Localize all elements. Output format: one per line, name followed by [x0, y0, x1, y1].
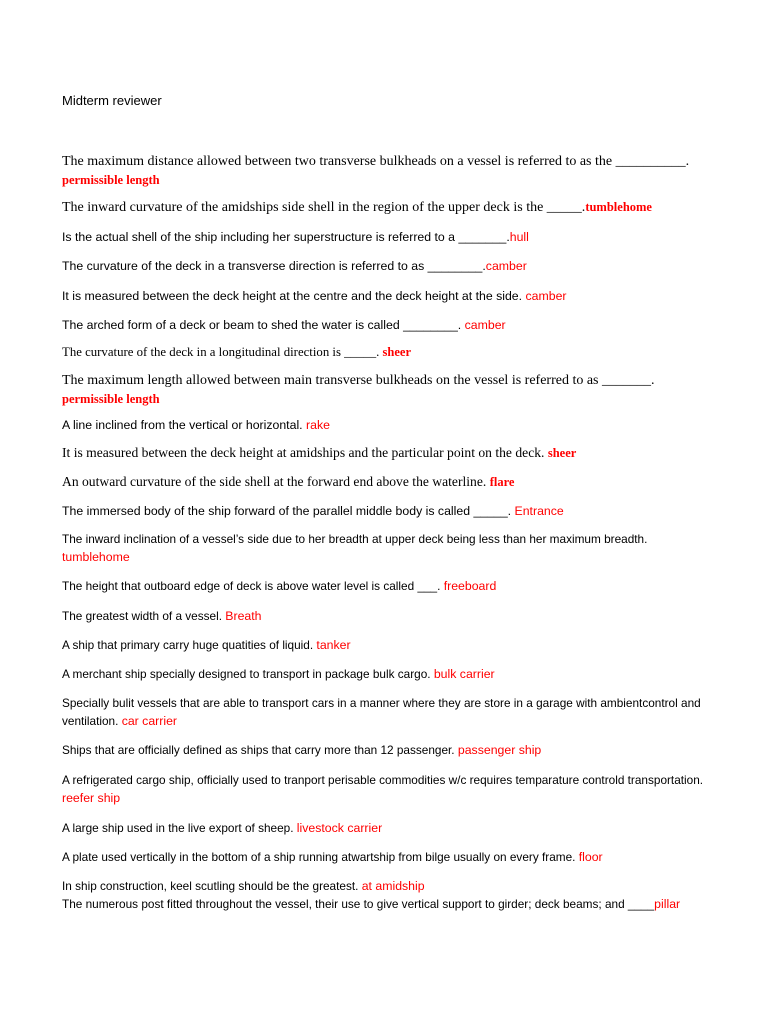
question-item — [62, 848, 712, 866]
question-item — [62, 607, 712, 625]
answer-text: passenger ship — [457, 743, 542, 757]
question-text: Is the actual shell of the ship including her superstructure is referred to a _______. — [62, 230, 510, 244]
answer-text: sheer — [547, 446, 577, 460]
question-text: Ships that are officially defined as ships that carry more than 12 passenger. — [62, 743, 455, 757]
question-text: The numerous post fitted throughout the vessel, their use to give vertical support to girder; deck beams; and ____ — [62, 897, 655, 911]
question-text: The greatest width of a vessel. — [62, 609, 222, 623]
question-item — [62, 771, 712, 807]
question-item — [62, 228, 712, 246]
question-text: A ship that primary carry huge quatities of liquid. — [62, 638, 314, 652]
question-text: Specially bulit vessels that are able to transport cars in a manner where they are store in a garage with ambientcontrol and ventilation. — [62, 696, 701, 728]
answer-text: pillar — [654, 897, 681, 911]
question-item — [62, 895, 712, 913]
question-item — [62, 577, 712, 595]
question-item — [62, 198, 712, 217]
question-item — [62, 694, 712, 730]
question-item — [62, 371, 712, 409]
question-text: The arched form of a deck or beam to shed the water is called ________. — [62, 318, 462, 332]
question-text: The inward curvature of the amidships side shell in the region of the upper deck is the _____. — [62, 200, 586, 215]
answer-text: Entrance — [514, 504, 564, 518]
answer-text: car carrier — [121, 714, 178, 728]
question-item — [62, 343, 712, 362]
question-text: The maximum distance allowed between two transverse bulkheads on a vessel is referred to as the __________. — [62, 154, 690, 169]
answer-text: tumblehome — [585, 200, 652, 214]
answer-text: bulk carrier — [433, 667, 495, 681]
answer-text: permissible length — [62, 173, 160, 187]
answer-text: camber — [525, 289, 567, 303]
question-text: The immersed body of the ship forward of the parallel middle body is called _____. — [62, 504, 512, 518]
question-text: In ship construction, keel scutling should be the greatest. — [62, 879, 359, 893]
document-title: Midterm reviewer — [62, 93, 162, 108]
answer-text: reefer ship — [62, 791, 121, 805]
question-item — [62, 636, 712, 654]
question-text: It is measured between the deck height at amidships and the particular point on the deck. — [62, 445, 545, 460]
question-text: A merchant ship specially designed to transport in package bulk cargo. — [62, 667, 431, 681]
question-text: It is measured between the deck height at the centre and the deck height at the side. — [62, 289, 523, 303]
answer-text: freeboard — [443, 579, 497, 593]
question-item — [62, 741, 712, 759]
question-item — [62, 530, 712, 566]
question-item — [62, 877, 712, 895]
question-item — [62, 152, 712, 190]
question-item — [62, 316, 712, 334]
answer-text: at amidship — [361, 879, 425, 893]
answer-text: hull — [509, 230, 529, 244]
answer-text: floor — [578, 850, 603, 864]
question-text: The height that outboard edge of deck is above water level is called ___. — [62, 579, 441, 593]
question-item — [62, 665, 712, 683]
question-text: The curvature of the deck in a transverse direction is referred to as ________. — [62, 259, 486, 273]
answer-text: tanker — [316, 638, 351, 652]
question-text: The maximum length allowed between main transverse bulkheads on the vessel is referred to as _______. — [62, 373, 655, 388]
answer-text: sheer — [382, 345, 412, 359]
question-item — [62, 416, 712, 434]
answer-text: rake — [306, 418, 330, 432]
answer-text: camber — [464, 318, 506, 332]
question-text: A refrigerated cargo ship, officially used to tranport perisable commodities w/c requires temparature controld transportation. — [62, 773, 704, 787]
answer-text: livestock carrier — [296, 821, 383, 835]
question-text: The curvature of the deck in a longitudinal direction is _____. — [62, 345, 380, 359]
question-text: A line inclined from the vertical or horizontal. — [62, 418, 303, 432]
question-item — [62, 472, 712, 492]
question-item — [62, 819, 712, 837]
answer-text: camber — [485, 259, 527, 273]
question-text: An outward curvature of the side shell at the forward end above the waterline. — [62, 474, 487, 489]
question-item — [62, 287, 712, 305]
answer-text: tumblehome — [62, 550, 130, 564]
answer-text: permissible length — [62, 392, 160, 406]
answer-text: flare — [489, 475, 515, 489]
question-text: A large ship used in the live export of sheep. — [62, 821, 294, 835]
question-item — [62, 443, 712, 463]
answer-text: Breath — [225, 609, 262, 623]
question-item — [62, 502, 712, 520]
question-text: The inward inclination of a vessel’s side due to her breadth at upper deck being less than her maximum breadth. — [62, 532, 648, 546]
question-item — [62, 257, 712, 275]
question-text: A plate used vertically in the bottom of a ship running atwartship from bilge usually on every frame. — [62, 850, 576, 864]
